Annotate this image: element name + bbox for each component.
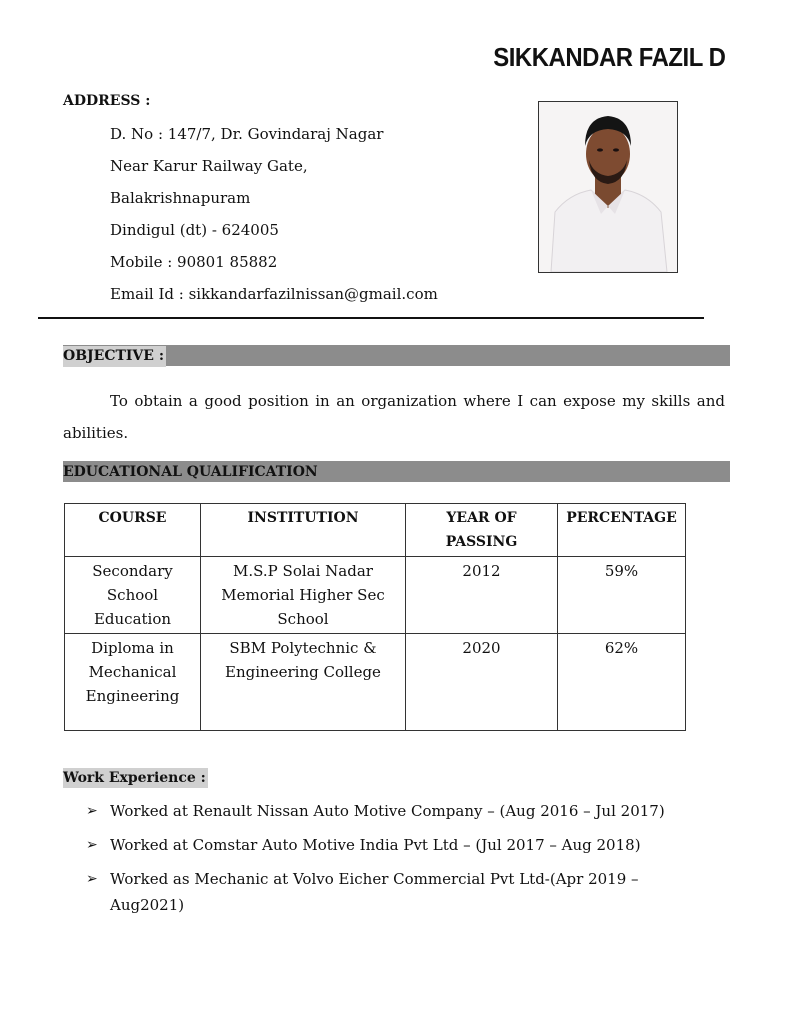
course-cell: Secondary School Education — [65, 557, 201, 634]
header-divider — [38, 317, 704, 319]
table-header-row — [65, 504, 686, 557]
address-block — [110, 121, 438, 313]
course-cell: Diploma in Mechanical Engineering — [65, 634, 201, 731]
arrow-bullet-icon: ➢ — [86, 837, 98, 853]
address-line: Near Karur Railway Gate, — [110, 157, 308, 175]
percentage-cell: 59% — [558, 557, 686, 634]
address-line: Dindigul (dt) - 624005 — [110, 221, 279, 239]
address-line: Balakrishnapuram — [110, 189, 251, 207]
objective-text: To obtain a good position in an organization where I can expose my skills and abilities. — [63, 392, 725, 442]
profile-photo — [538, 101, 678, 273]
institution-cell: M.S.P Solai Nadar Memorial Higher Sec School — [201, 557, 406, 634]
work-experience-heading: Work Experience : — [63, 770, 206, 786]
column-header-percentage: PERCENTAGE — [558, 504, 686, 557]
institution-cell: SBM Polytechnic & Engineering College — [201, 634, 406, 731]
column-header-institution: INSTITUTION — [201, 504, 406, 557]
address-label: ADDRESS : — [63, 93, 151, 109]
work-experience-list — [86, 798, 686, 926]
email-line: Email Id : sikkandarfazilnissan@gmail.com — [110, 285, 438, 303]
percentage-cell: 62% — [558, 634, 686, 731]
work-item-text: Worked at Comstar Auto Motive India Pvt Ltd – (Jul 2017 – Aug 2018) — [110, 836, 641, 854]
arrow-bullet-icon: ➢ — [86, 803, 98, 819]
table-row — [65, 634, 686, 731]
education-heading: EDUCATIONAL QUALIFICATION — [63, 464, 318, 480]
education-table — [64, 503, 686, 731]
column-header-year: YEAR OF PASSING — [406, 504, 558, 557]
list-item — [86, 832, 686, 858]
year-cell: 2012 — [406, 557, 558, 634]
profile-photo-image — [539, 102, 677, 272]
candidate-name: SIKKANDAR FAZIL D — [492, 42, 725, 72]
work-item-text: Worked at Renault Nissan Auto Motive Company – (Aug 2016 – Jul 2017) — [110, 802, 665, 820]
table-row — [65, 557, 686, 634]
column-header-course: COURSE — [65, 504, 201, 557]
education-section-bar — [63, 461, 730, 482]
year-cell: 2020 — [406, 634, 558, 731]
work-item-text: Worked as Mechanic at Volvo Eicher Commercial Pvt Ltd-(Apr 2019 – Aug2021) — [110, 870, 639, 914]
objective-heading: OBJECTIVE : — [63, 346, 166, 367]
list-item — [86, 866, 686, 918]
arrow-bullet-icon: ➢ — [86, 871, 98, 887]
address-line: D. No : 147/7, Dr. Govindaraj Nagar — [110, 125, 384, 143]
objective-section-bar — [63, 345, 730, 366]
list-item — [86, 798, 686, 824]
mobile-line: Mobile : 90801 85882 — [110, 253, 278, 271]
